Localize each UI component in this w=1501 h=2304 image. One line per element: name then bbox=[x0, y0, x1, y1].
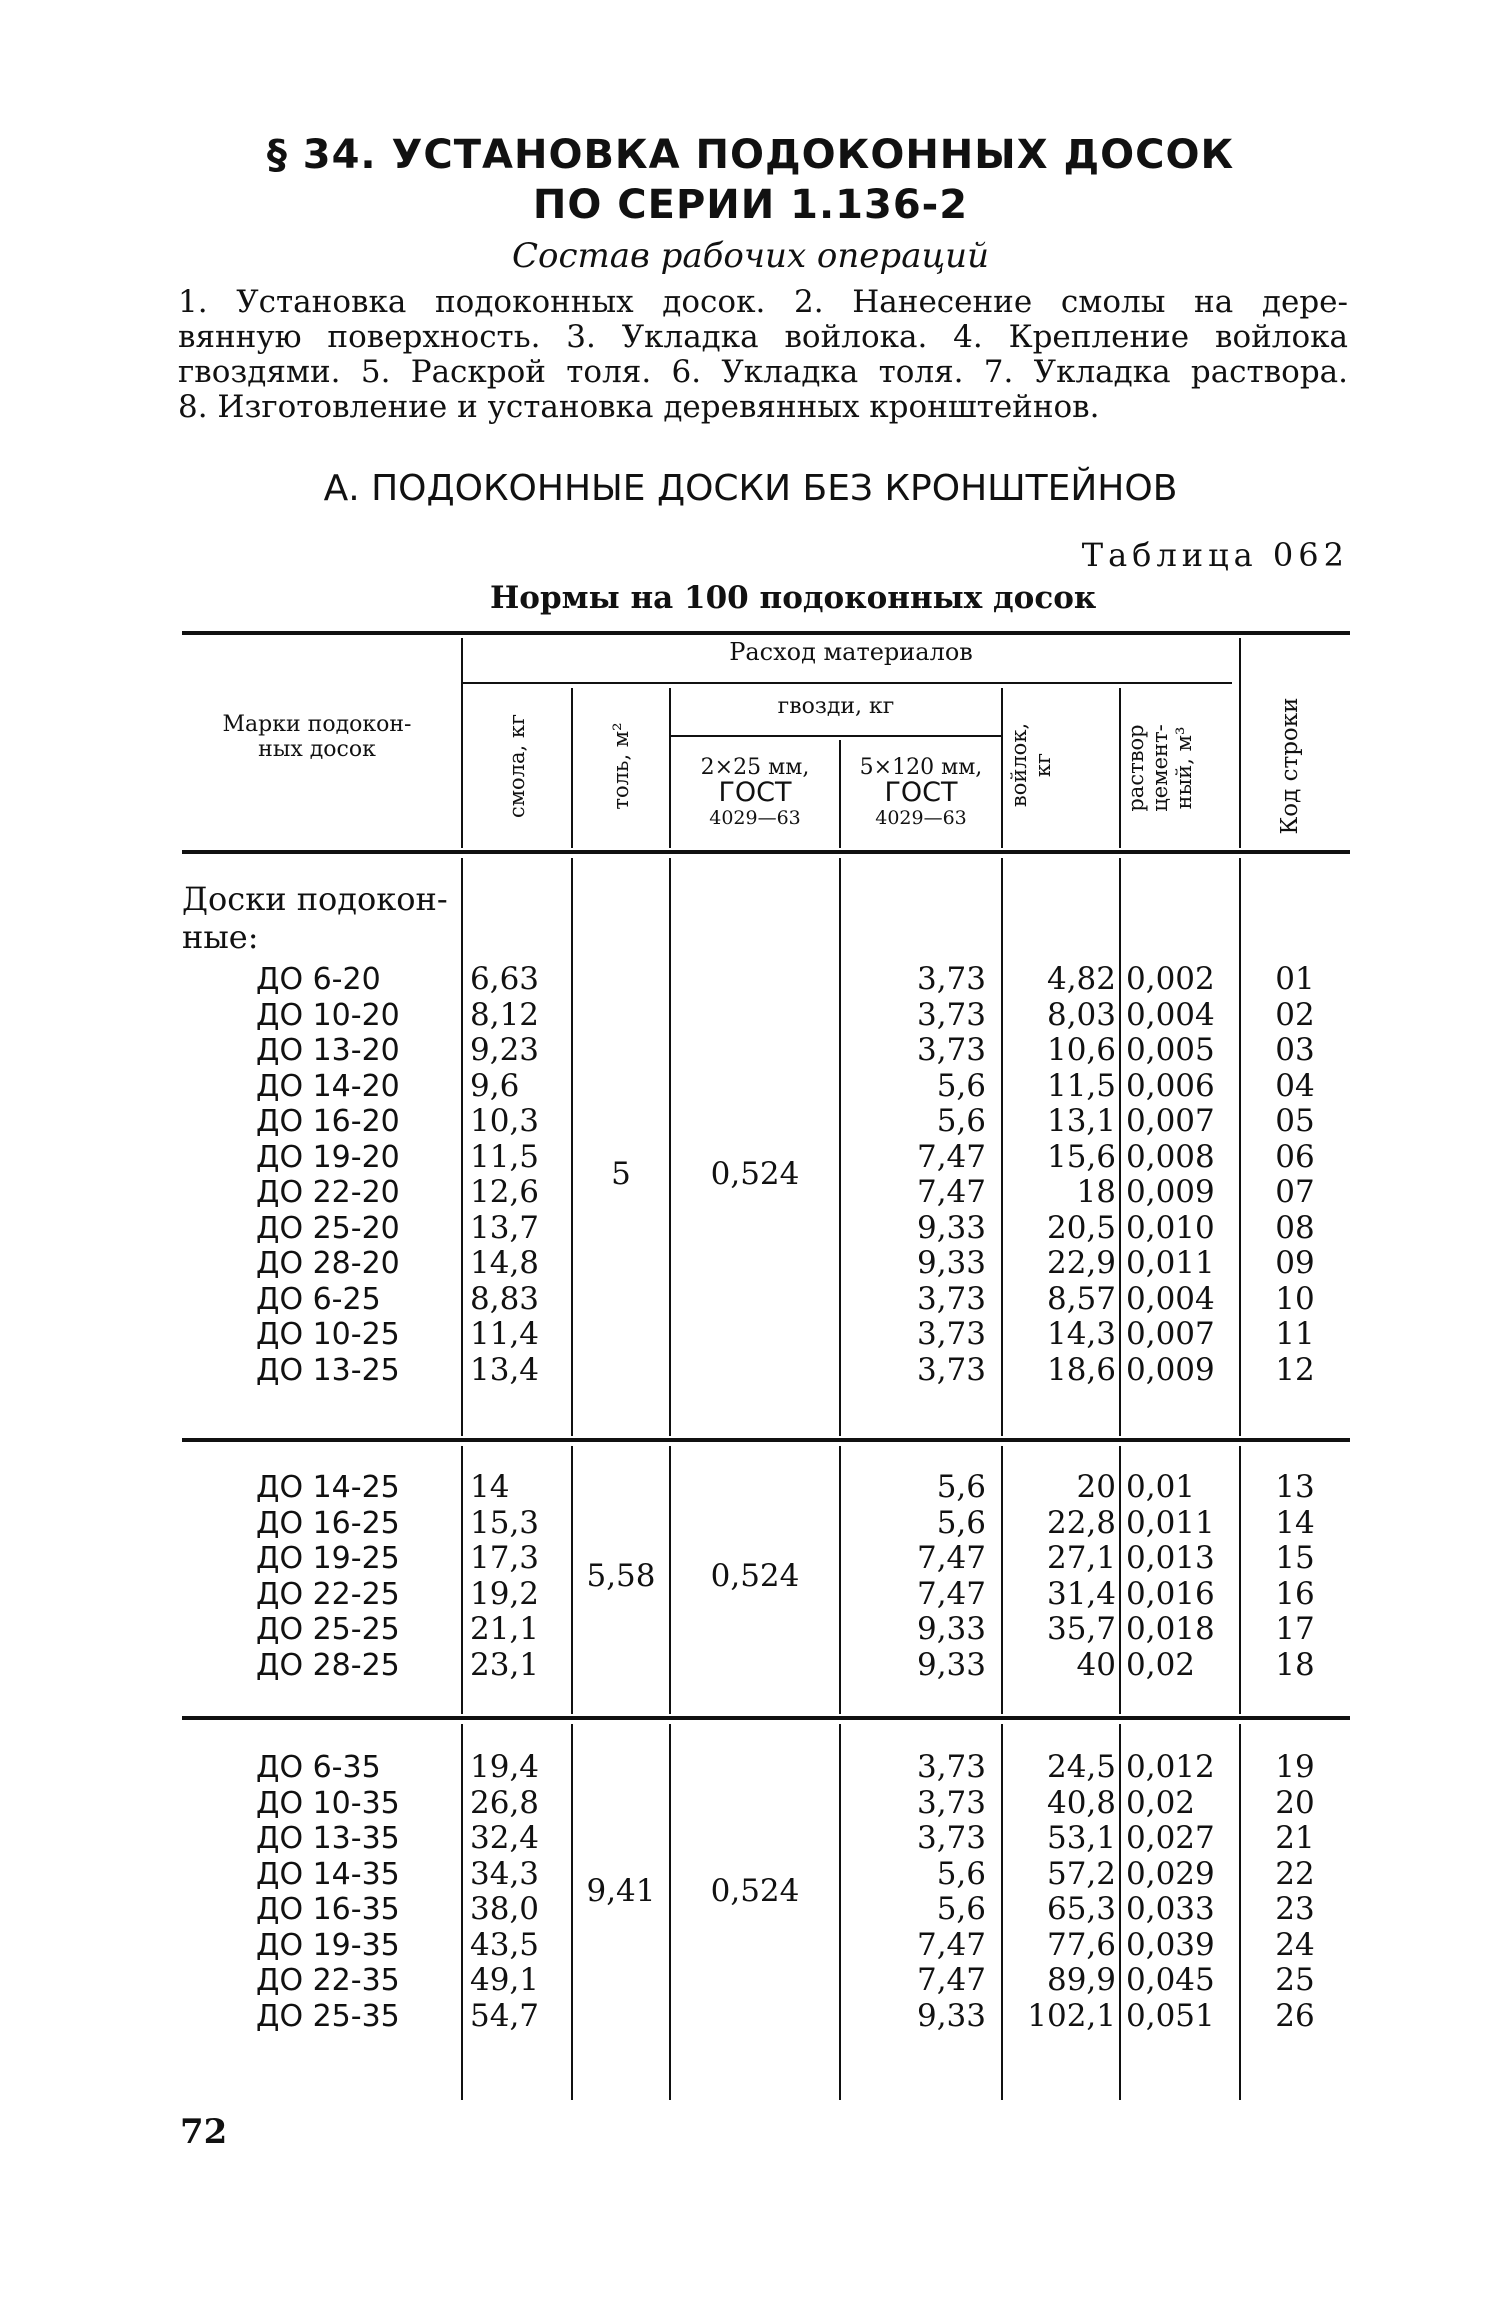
cell-resin: 32,4 bbox=[470, 1820, 540, 1856]
cell-mark: ДО 10-25 bbox=[256, 1317, 400, 1352]
header-nails: гвозди, кг bbox=[777, 694, 895, 719]
operations-line: вянную поверхность. 3. Укладка войлока. 4. Крепление войлока bbox=[178, 319, 1348, 355]
cell-nails_b: 9,33 bbox=[916, 1646, 986, 1683]
cell-felt: 77,6 bbox=[1046, 1926, 1116, 1963]
cell-nails_b: 7,47 bbox=[916, 1926, 986, 1963]
cell-nails_b: 9,33 bbox=[916, 1245, 986, 1281]
header-nails-2x25: 2×25 мм, ГОСТ 4029—63 bbox=[700, 755, 810, 829]
cell-mark: ДО 25-20 bbox=[256, 1210, 400, 1246]
cell-resin: 38,0 bbox=[470, 1891, 540, 1927]
cell-resin: 14,8 bbox=[470, 1245, 540, 1281]
cell-mortar: 0,033 bbox=[1126, 1891, 1215, 1927]
cell-nails_b: 9,33 bbox=[916, 1997, 986, 2034]
cell-resin: 21,1 bbox=[470, 1611, 540, 1647]
cell-code: 19 bbox=[1275, 1749, 1315, 1785]
cell-resin: 12,6 bbox=[470, 1174, 540, 1210]
cell-mortar: 0,007 bbox=[1126, 1103, 1215, 1139]
cell-nails_b: 5,6 bbox=[936, 1067, 986, 1104]
cell-nails_b: 3,73 bbox=[916, 1820, 986, 1856]
cell-mark: ДО 16-20 bbox=[256, 1104, 400, 1139]
cell-felt: 22,9 bbox=[1046, 1245, 1116, 1281]
cell-mortar: 0,02 bbox=[1126, 1784, 1196, 1821]
group-label: Доски подокон- ные: bbox=[182, 880, 448, 956]
cell-code: 25 bbox=[1275, 1962, 1315, 1998]
cell-resin: 15,3 bbox=[470, 1504, 540, 1541]
table-number: Таблица 062 bbox=[1081, 536, 1349, 574]
cell-felt: 102,1 bbox=[1027, 1997, 1116, 2034]
cell-mark: ДО 10-20 bbox=[256, 997, 400, 1033]
cell-mortar: 0,039 bbox=[1126, 1926, 1215, 1963]
cell-felt: 27,1 bbox=[1046, 1540, 1116, 1576]
operations-line: гвоздями. 5. Раскрой толя. 6. Укладка толя. 7. Укладка раствора. bbox=[178, 354, 1348, 390]
cell-nails_b: 3,73 bbox=[916, 961, 986, 997]
cell-mortar: 0,029 bbox=[1126, 1855, 1215, 1892]
cell-resin: 8,83 bbox=[470, 1280, 540, 1317]
cell-felt: 31,4 bbox=[1046, 1575, 1116, 1612]
cell-felt: 18 bbox=[1076, 1174, 1116, 1210]
cell-nails_b: 3,73 bbox=[916, 1351, 986, 1388]
cell-nails_b: 7,47 bbox=[916, 1962, 986, 1998]
cell-roofing: 5 bbox=[611, 1156, 631, 1193]
cell-code: 12 bbox=[1275, 1351, 1315, 1388]
cell-mortar: 0,004 bbox=[1126, 996, 1215, 1033]
cell-mark: ДО 28-25 bbox=[256, 1647, 400, 1683]
cell-felt: 11,5 bbox=[1046, 1067, 1116, 1104]
cell-mortar: 0,011 bbox=[1126, 1245, 1215, 1281]
cell-code: 15 bbox=[1275, 1540, 1315, 1576]
cell-code: 05 bbox=[1275, 1103, 1315, 1139]
cell-mortar: 0,011 bbox=[1126, 1504, 1215, 1541]
cell-nails_b: 3,73 bbox=[916, 1749, 986, 1785]
cell-nails_b: 5,6 bbox=[936, 1855, 986, 1892]
cell-mortar: 0,005 bbox=[1126, 1032, 1215, 1068]
cell-felt: 20 bbox=[1076, 1469, 1116, 1505]
cell-code: 03 bbox=[1275, 1032, 1315, 1068]
cell-code: 24 bbox=[1275, 1926, 1315, 1963]
cell-mark: ДО 22-25 bbox=[256, 1576, 400, 1612]
cell-nails_b: 3,73 bbox=[916, 1316, 986, 1352]
cell-nails_b: 5,6 bbox=[936, 1469, 986, 1505]
cell-nails_b: 7,47 bbox=[916, 1575, 986, 1612]
cell-resin: 26,8 bbox=[470, 1784, 540, 1821]
cell-resin: 13,7 bbox=[470, 1209, 540, 1246]
header-mortar: раствор цемент- ный, м³ bbox=[1124, 724, 1196, 812]
cell-mortar: 0,010 bbox=[1126, 1209, 1215, 1246]
cell-mark: ДО 25-25 bbox=[256, 1612, 400, 1647]
header-nails-5x120: 5×120 мм, ГОСТ 4029—63 bbox=[859, 755, 983, 829]
cell-mortar: 0,027 bbox=[1126, 1820, 1215, 1856]
cell-felt: 22,8 bbox=[1046, 1504, 1116, 1541]
header-felt: войлок, кг bbox=[1007, 722, 1055, 808]
cell-code: 11 bbox=[1275, 1316, 1315, 1352]
cell-nails_b: 9,33 bbox=[916, 1209, 986, 1246]
cell-mark: ДО 10-35 bbox=[256, 1785, 400, 1821]
cell-felt: 15,6 bbox=[1046, 1138, 1116, 1175]
cell-roofing: 9,41 bbox=[586, 1873, 656, 1910]
cell-code: 02 bbox=[1275, 996, 1315, 1033]
cell-code: 14 bbox=[1275, 1504, 1315, 1541]
cell-code: 22 bbox=[1275, 1855, 1315, 1892]
cell-felt: 53,1 bbox=[1046, 1820, 1116, 1856]
cell-code: 09 bbox=[1275, 1245, 1315, 1281]
cell-resin: 8,12 bbox=[470, 996, 540, 1033]
cell-mortar: 0,013 bbox=[1126, 1540, 1215, 1576]
cell-mark: ДО 25-35 bbox=[256, 1998, 400, 2034]
cell-mark: ДО 22-35 bbox=[256, 1963, 400, 1998]
cell-mark: ДО 13-35 bbox=[256, 1821, 400, 1856]
cell-mark: ДО 13-20 bbox=[256, 1033, 400, 1068]
section-title-series: ПО СЕРИИ 1.136-2 bbox=[532, 182, 969, 228]
section-title: § 34. УСТАНОВКА ПОДОКОННЫХ ДОСОК bbox=[266, 132, 1235, 178]
cell-felt: 8,03 bbox=[1046, 996, 1116, 1033]
cell-mortar: 0,006 bbox=[1126, 1067, 1215, 1104]
cell-code: 06 bbox=[1275, 1138, 1315, 1175]
cell-roofing: 5,58 bbox=[586, 1557, 656, 1594]
cell-mark: ДО 28-20 bbox=[256, 1246, 400, 1281]
cell-resin: 13,4 bbox=[470, 1351, 540, 1388]
cell-nails_b: 7,47 bbox=[916, 1138, 986, 1175]
cell-felt: 40 bbox=[1076, 1646, 1116, 1683]
header-resin: смола, кг bbox=[505, 713, 529, 819]
operations-line: 8. Изготовление и установка деревянных кронштейнов. bbox=[178, 389, 1100, 425]
cell-mark: ДО 14-25 bbox=[256, 1470, 400, 1505]
cell-mortar: 0,004 bbox=[1126, 1280, 1215, 1317]
cell-resin: 49,1 bbox=[470, 1962, 540, 1998]
cell-mark: ДО 6-20 bbox=[256, 962, 381, 997]
cell-code: 18 bbox=[1275, 1646, 1315, 1683]
cell-nails_b: 9,33 bbox=[916, 1611, 986, 1647]
cell-code: 08 bbox=[1275, 1209, 1315, 1246]
cell-resin: 11,5 bbox=[470, 1138, 540, 1175]
header-materials: Расход материалов bbox=[729, 638, 973, 666]
cell-felt: 24,5 bbox=[1046, 1749, 1116, 1785]
cell-mortar: 0,009 bbox=[1126, 1174, 1215, 1210]
cell-felt: 35,7 bbox=[1046, 1611, 1116, 1647]
cell-nails_b: 3,73 bbox=[916, 996, 986, 1033]
cell-felt: 8,57 bbox=[1046, 1280, 1116, 1317]
cell-resin: 34,3 bbox=[470, 1855, 540, 1892]
cell-felt: 40,8 bbox=[1046, 1784, 1116, 1821]
cell-nails_b: 5,6 bbox=[936, 1891, 986, 1927]
cell-mortar: 0,002 bbox=[1126, 961, 1215, 997]
cell-resin: 10,3 bbox=[470, 1103, 540, 1139]
cell-felt: 20,5 bbox=[1046, 1209, 1116, 1246]
cell-mortar: 0,045 bbox=[1126, 1962, 1215, 1998]
cell-mortar: 0,02 bbox=[1126, 1646, 1196, 1683]
cell-mortar: 0,018 bbox=[1126, 1611, 1215, 1647]
subsection-title: А. ПОДОКОННЫЕ ДОСКИ БЕЗ КРОНШТЕЙНОВ bbox=[323, 468, 1178, 509]
cell-mark: ДО 13-25 bbox=[256, 1352, 400, 1388]
cell-resin: 19,2 bbox=[470, 1575, 540, 1612]
cell-code: 10 bbox=[1275, 1280, 1315, 1317]
cell-code: 26 bbox=[1275, 1997, 1315, 2034]
cell-felt: 14,3 bbox=[1046, 1316, 1116, 1352]
cell-code: 13 bbox=[1275, 1469, 1315, 1505]
cell-resin: 54,7 bbox=[470, 1997, 540, 2034]
cell-mark: ДО 14-35 bbox=[256, 1856, 400, 1892]
header-marks: Марки подокон- ных досок bbox=[222, 712, 412, 762]
cell-mortar: 0,009 bbox=[1126, 1351, 1215, 1388]
cell-felt: 4,82 bbox=[1046, 961, 1116, 997]
cell-nails_b: 7,47 bbox=[916, 1174, 986, 1210]
header-roofing: толь, м² bbox=[609, 722, 633, 810]
cell-mark: ДО 14-20 bbox=[256, 1068, 400, 1104]
cell-mark: ДО 19-25 bbox=[256, 1541, 400, 1576]
cell-code: 04 bbox=[1275, 1067, 1315, 1104]
cell-resin: 9,6 bbox=[470, 1067, 520, 1104]
cell-felt: 13,1 bbox=[1046, 1103, 1116, 1139]
cell-mortar: 0,01 bbox=[1126, 1469, 1196, 1505]
cell-nails_b: 7,47 bbox=[916, 1540, 986, 1576]
cell-mortar: 0,051 bbox=[1126, 1997, 1215, 2034]
cell-mortar: 0,016 bbox=[1126, 1575, 1215, 1612]
cell-felt: 89,9 bbox=[1046, 1962, 1116, 1998]
cell-mark: ДО 19-35 bbox=[256, 1927, 400, 1963]
cell-resin: 9,23 bbox=[470, 1032, 540, 1068]
cell-resin: 23,1 bbox=[470, 1646, 540, 1683]
cell-nails_b: 3,73 bbox=[916, 1784, 986, 1821]
page-number: 72 bbox=[180, 2112, 228, 2152]
cell-resin: 17,3 bbox=[470, 1540, 540, 1576]
cell-mark: ДО 16-35 bbox=[256, 1892, 400, 1927]
cell-resin: 11,4 bbox=[470, 1316, 540, 1352]
cell-felt: 65,3 bbox=[1046, 1891, 1116, 1927]
cell-code: 16 bbox=[1275, 1575, 1315, 1612]
cell-mark: ДО 16-25 bbox=[256, 1505, 400, 1541]
cell-nails-2x25: 0,524 bbox=[710, 1557, 800, 1594]
cell-nails_b: 5,6 bbox=[936, 1504, 986, 1541]
cell-mortar: 0,012 bbox=[1126, 1749, 1215, 1785]
cell-nails-2x25: 0,524 bbox=[710, 1873, 800, 1910]
cell-code: 21 bbox=[1275, 1820, 1315, 1856]
cell-mortar: 0,008 bbox=[1126, 1138, 1215, 1175]
header-code: Код строки bbox=[1277, 697, 1303, 835]
cell-code: 17 bbox=[1275, 1611, 1315, 1647]
cell-code: 23 bbox=[1275, 1891, 1315, 1927]
cell-nails-2x25: 0,524 bbox=[710, 1156, 800, 1193]
cell-resin: 19,4 bbox=[470, 1749, 540, 1785]
cell-felt: 57,2 bbox=[1046, 1855, 1116, 1892]
cell-felt: 10,6 bbox=[1046, 1032, 1116, 1068]
cell-code: 07 bbox=[1275, 1174, 1315, 1210]
cell-nails_b: 5,6 bbox=[936, 1103, 986, 1139]
cell-mark: ДО 19-20 bbox=[256, 1139, 400, 1175]
cell-resin: 43,5 bbox=[470, 1926, 540, 1963]
operations-line: 1. Установка подоконных досок. 2. Нанесение смолы на дере- bbox=[178, 284, 1348, 320]
table-caption: Нормы на 100 подоконных досок bbox=[490, 580, 1097, 616]
cell-code: 20 bbox=[1275, 1784, 1315, 1821]
cell-nails_b: 3,73 bbox=[916, 1280, 986, 1317]
cell-code: 01 bbox=[1275, 961, 1315, 997]
section-subtitle: Состав рабочих операций bbox=[512, 236, 989, 276]
cell-resin: 14 bbox=[470, 1469, 510, 1505]
cell-resin: 6,63 bbox=[470, 961, 540, 997]
cell-mark: ДО 22-20 bbox=[256, 1175, 400, 1210]
cell-mark: ДО 6-25 bbox=[256, 1281, 381, 1317]
cell-felt: 18,6 bbox=[1046, 1351, 1116, 1388]
cell-mortar: 0,007 bbox=[1126, 1316, 1215, 1352]
cell-nails_b: 3,73 bbox=[916, 1032, 986, 1068]
cell-mark: ДО 6-35 bbox=[256, 1750, 381, 1785]
